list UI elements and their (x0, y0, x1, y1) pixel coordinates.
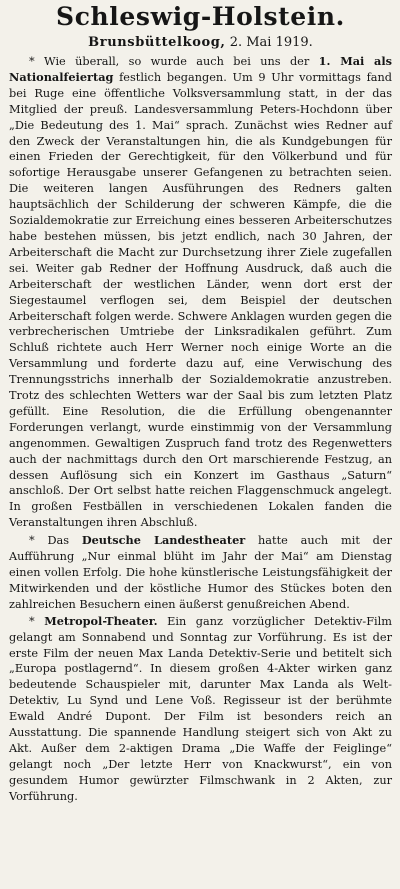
article-body: festlich begangen. Um 9 Uhr vormittags fand bei Ruge eine öffentliche Volksversammlung statt, in der das Mitglied der preuß. Landesversammlung Peters-Hochdonn über „Die Bedeutung des 1. Mai“ sprach. Zunächst wies Redner auf den Zweck der Veranstaltungen hin, die als Kundgebungen für einen Frieden der Gerechtigkeit, für den Völkerbund und für sofortige Herausgabe unserer Gefangenen zu betrachten seien. Die weiteren langen Ausführungen des Redners galten hauptsächlich der Schilderung der schweren Kämpfe, die die Sozialdemokratie zur Erreichung eines besseren Arbeiterschutzes habe bestehen müssen, bis jetzt endlich, nach 30 Jahren, der Arbeiterschaft die Macht zur Durchsetzung ihrer Ziele zugefallen sei. Weiter gab Redner der Hoffnung Ausdruck, daß auch die Arbeiterschaft der westlichen Länder, wenn dort erst der Siegestaumel verflogen sei, dem Beispiel der deutschen Arbeiterschaft folgen werde. Schwere Anklagen wurden gegen die verbrecherischen Umtriebe der Linksradikalen geführt. Zum Schluß richtete auch Herr Werner noch einige Worte an die Versammlung und forderte dazu auf, eine Verwischung des Trennungsstrichs innerhalb der Sozialdemokratie anzustreben. Trotz des schlechten Wetters war der Saal bis zum letzten Platz gefüllt. Eine Resolution, die die Erfüllung obengenannter Forderungen verlangt, wurde einstimmig von der Versammlung angenommen. Gewaltigen Zuspruch fand trotz des Regenwetters auch der nachmittags durch den Ort marschierende Festzug, an dessen Auflösung sich ein Konzert im Gasthaus „Saturn“ anschloß. Der Ort selbst hatte reichen Flaggenschmuck angelegt. In großen Festbällen in verschiedenen Lokalen fanden die Veranstaltungen ihren Abschluß. (9, 70, 392, 530)
article-lead: * Wie überall, so wurde auch bei uns der (29, 55, 310, 68)
article-headline: 1. Mai als Nationalfeiertag (9, 54, 393, 84)
article-lead: * Das (29, 534, 70, 548)
article-headline: Metropol-Theater. (44, 613, 158, 628)
article-metropol-theater (9, 614, 392, 805)
dateline (9, 34, 392, 51)
article-headline: Deutsche Landestheater (81, 533, 246, 548)
article-mai-feiertag (9, 54, 392, 531)
article-lead: * (29, 614, 35, 628)
article-body: Ein ganz vorzüglicher Detektiv-Film gelangt am Sonnabend und Sonntag zur Vorführung. Es ist der erste Film der neuen Max Landa Detektiv-Serie und betitelt sich „Europa postlagernd“. In diesem großen 4-Akter wirken ganz bedeutende Schauspieler mit, darunter Max Landa als Welt-Detektiv, Lu Synd und Lene Voß. Regisseur ist der berühmte Ewald André Dupont. Der Film ist besonders reich an Ausstattung. Die spannende Handlung steigert sich von Akt zu Akt. Außer dem 2-aktigen Drama „Die Waffe der Feiglinge“ gelangt noch „Der letzte Herr von Knackwurst“, ein von gesundem Humor gewürzter Filmschwank in 2 Akten, zur Vorführung. (9, 614, 392, 803)
article-body: hatte auch mit der Aufführung „Nur einmal blüht im Jahr der Mai“ am Dienstag einen vollen Erfolg. Die hohe künstlerische Leistungsfähigkeit der Mitwirkenden und der köstliche Humor des Stückes boten den zahlreichen Besuchern einen äußerst genußreichen Abend. (9, 534, 392, 611)
article-landestheater (9, 533, 392, 613)
dateline-date: 2. Mai 1919. (229, 35, 313, 50)
section-masthead: Schleswig-Holstein. (56, 2, 345, 31)
dateline-place: Brunsbüttelkoog, (88, 35, 226, 50)
